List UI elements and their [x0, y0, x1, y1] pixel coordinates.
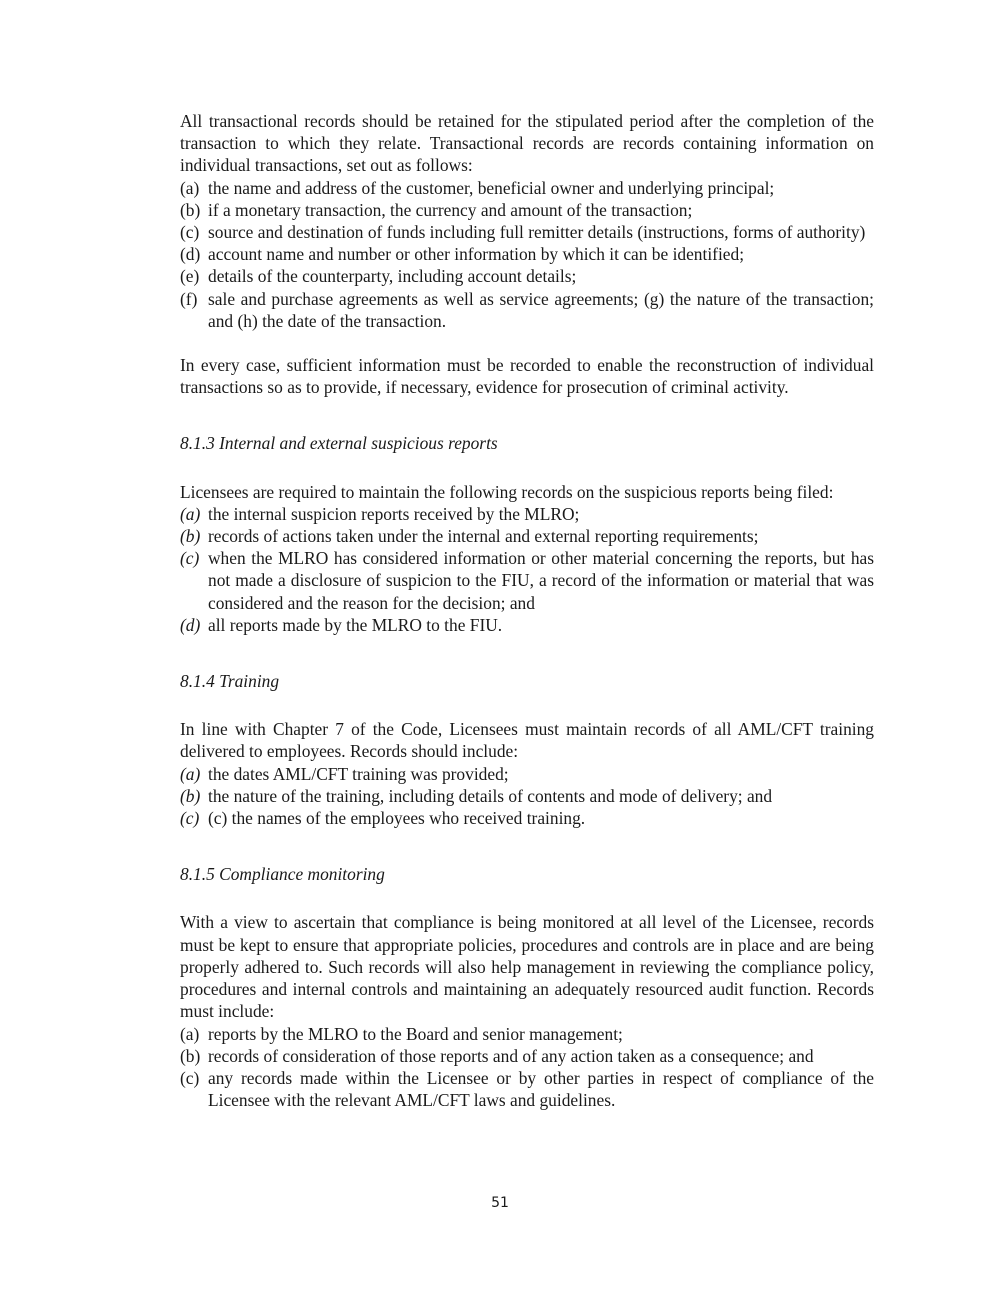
list-item-text: account name and number or other information by which it can be identified; [208, 244, 745, 265]
section-heading-813: 8.1.3 Internal and external suspicious reports [180, 433, 498, 454]
list-marker: (a) [180, 503, 201, 524]
list-marker: (b) [180, 1045, 201, 1066]
list-item [180, 503, 874, 525]
list-item [180, 614, 874, 636]
list-item [180, 1023, 874, 1045]
list-item-text: records of actions taken under the internal and external reporting requirements; [208, 526, 759, 547]
list-marker: (c) [180, 808, 200, 829]
section-814-paragraph: In line with Chapter 7 of the Code, Licensees must maintain records of all AML/CFT training delivered to employees. Records should include: [180, 719, 874, 762]
list-item [180, 807, 874, 829]
list-item [180, 1067, 874, 1111]
list-marker: (e) [180, 266, 200, 287]
list-item [180, 525, 874, 547]
list-item [180, 199, 874, 221]
section-heading-814: 8.1.4 Training [180, 671, 280, 692]
list-marker: (a) [180, 177, 200, 198]
transaction-record-list [180, 177, 874, 332]
list-marker: (b) [180, 199, 201, 220]
list-marker: (d) [180, 244, 201, 265]
compliance-record-list [180, 1023, 874, 1112]
list-marker: (b) [180, 785, 201, 806]
list-marker: (f) [180, 288, 198, 309]
list-item-text: the name and address of the customer, beneficial owner and underlying principal; [208, 177, 775, 198]
suspicious-report-list [180, 503, 874, 636]
list-item-text: the internal suspicion reports received by the MLRO; [208, 503, 580, 524]
list-marker: (c) [180, 548, 200, 569]
list-item [180, 265, 874, 287]
list-item [180, 243, 874, 265]
list-marker: (a) [180, 1023, 200, 1044]
list-item-text: reports by the MLRO to the Board and senior management; [208, 1023, 623, 1044]
list-item-text: source and destination of funds including full remitter details (instructions, forms of authority) [208, 222, 866, 243]
training-record-list [180, 763, 874, 830]
list-item-text: (c) the names of the employees who received training. [208, 808, 586, 829]
list-item [180, 763, 874, 785]
list-item [180, 547, 874, 614]
section-815-paragraph: With a view to ascertain that compliance is being monitored at all level of the Licensee, records must be kept to ensure that appropriate policies, procedures and controls are in place and are being properly adhered to. Such records will also help management in reviewing the compliance policy, procedures and internal controls and maintaining an adequately resourced audit function. Records must include: [180, 912, 874, 1022]
list-marker: (a) [180, 763, 201, 784]
list-item [180, 288, 874, 332]
intro-closing-paragraph: In every case, sufficient information must be recorded to enable the reconstruction of individual transactions so as to provide, if necessary, evidence for prosecution of criminal activity. [180, 355, 874, 398]
section-813-paragraph: Licensees are required to maintain the following records on the suspicious reports being filed: [180, 481, 834, 502]
list-item [180, 1045, 874, 1067]
list-item [180, 221, 874, 243]
list-marker: (c) [180, 1067, 200, 1088]
list-item-text: the dates AML/CFT training was provided; [208, 763, 509, 784]
list-item-text: the nature of the training, including details of contents and mode of delivery; and [208, 785, 773, 806]
list-item-text: all reports made by the MLRO to the FIU. [208, 614, 503, 635]
list-marker: (d) [180, 614, 201, 635]
list-item [180, 177, 874, 199]
page-content [180, 110, 874, 1111]
list-item-text: if a monetary transaction, the currency and amount of the transaction; [208, 199, 693, 220]
list-item-text: any records made within the Licensee or by other parties in respect of compliance of the Licensee with the relevant AML/CFT laws and guidelines. [208, 1067, 874, 1111]
list-item-text: details of the counterparty, including account details; [208, 266, 577, 287]
section-heading-815: 8.1.5 Compliance monitoring [180, 864, 385, 885]
intro-paragraph: All transactional records should be retained for the stipulated period after the completion of the transaction to which they relate. Transactional records are records containing information on individual transactions, set out as follows: [180, 111, 874, 176]
list-marker: (c) [180, 222, 200, 243]
list-marker: (b) [180, 526, 201, 547]
list-item [180, 785, 874, 807]
page-number: 51 [491, 1195, 509, 1211]
list-item-text: when the MLRO has considered information or other material concerning the reports, but has not made a disclosure of suspicion to the FIU, a record of the information or material that was considered and the reason for the decision; and [208, 548, 874, 613]
list-item-text: records of consideration of those reports and of any action taken as a consequence; and [208, 1045, 814, 1066]
list-item-text: sale and purchase agreements as well as service agreements; (g) the nature of the transaction; and (h) the date of the transaction. [208, 288, 874, 331]
